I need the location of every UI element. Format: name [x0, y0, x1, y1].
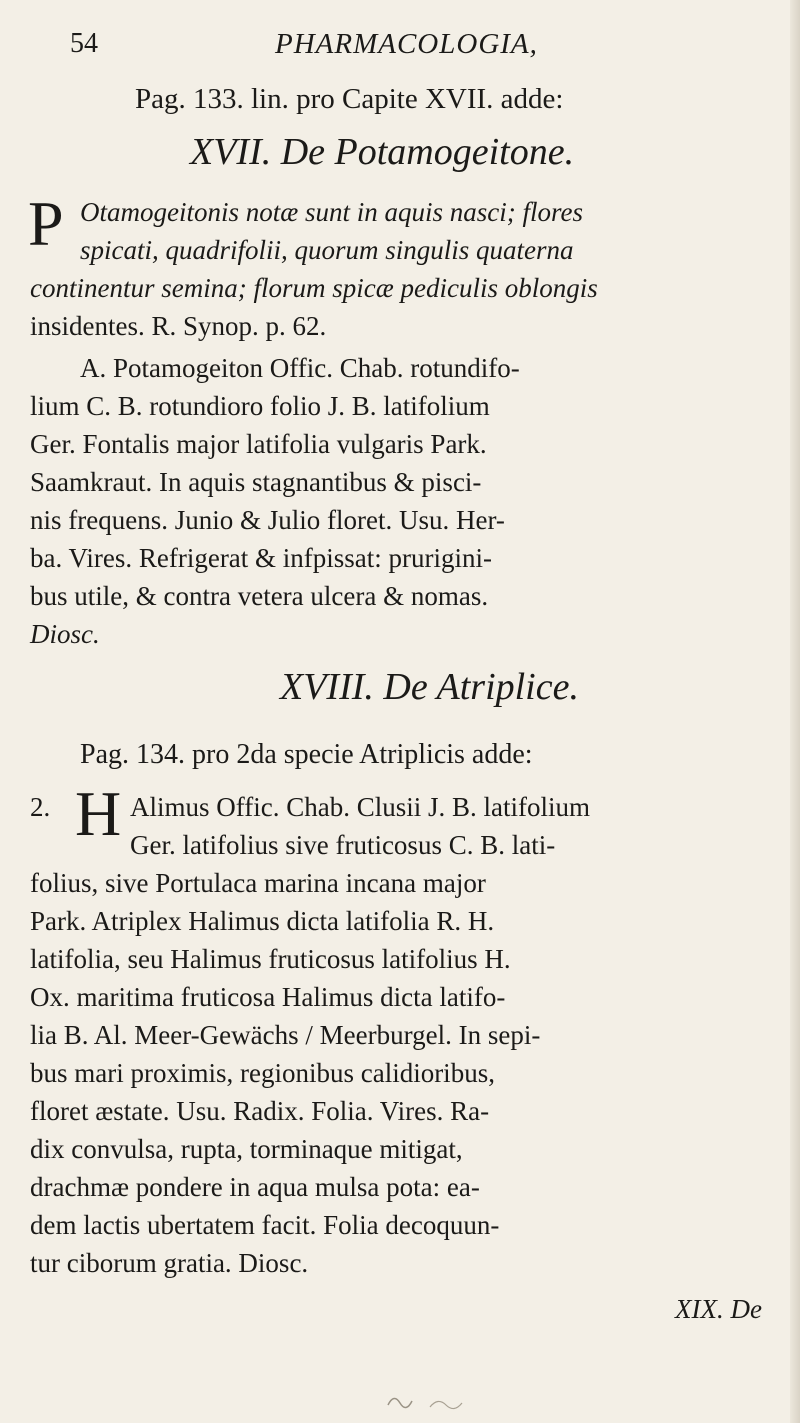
section-18-title: XVIII. De Atriplice. — [280, 666, 579, 708]
text-line: folius, sive Portulaca marina incana major — [30, 868, 486, 898]
running-title: PHARMACOLOGIA, — [275, 28, 538, 60]
intro-line: Pag. 133. lin. pro Capite XVII. adde: — [135, 83, 564, 115]
text-line: nis frequens. Junio & Julio floret. Usu. Her- — [30, 505, 505, 535]
text-line: ba. Vires. Refrigerat & infpissat: prurigini- — [30, 543, 493, 573]
text-line: Park. Atriplex Halimus dicta latifolia R. H. — [30, 906, 495, 936]
page-edge — [790, 0, 800, 1423]
text-line: A. Potamogeiton Offic. Chab. rotundifo- — [80, 353, 520, 383]
text-line: lia B. Al. Meer-Gewächs / Meerburgel. In sepi- — [30, 1020, 541, 1050]
page-header — [70, 22, 760, 70]
section-17-title: XVII. De Potamogeitone. — [190, 131, 575, 173]
text-line: latifolia, seu Halimus fruticosus latifolius H. — [30, 944, 511, 974]
text-line: dem lactis ubertatem facit. Folia decoquun- — [30, 1210, 500, 1240]
text-line: bus mari proximis, regionibus calidioribus, — [30, 1058, 495, 1088]
text-line: insidentes. R. Synop. p. 62. — [30, 311, 327, 341]
text-line: spicati, quadrifolii, quorum singulis quaterna — [80, 235, 574, 265]
text-line: dix convulsa, rupta, torminaque mitigat, — [30, 1134, 463, 1164]
text-line: continentur semina; florum spicæ pediculis oblongis — [30, 273, 598, 303]
text-line: floret æstate. Usu. Radix. Folia. Vires. Ra- — [30, 1096, 490, 1126]
catchword: XIX. De — [675, 1294, 762, 1324]
text-line: drachmæ pondere in aqua mulsa pota: ea- — [30, 1172, 480, 1202]
ink-smudge — [380, 1385, 470, 1415]
text-line: Ger. Fontalis major latifolia vulgaris Park. — [30, 429, 487, 459]
item-number: 2. — [30, 792, 51, 822]
text-line: Ger. latifolius sive fruticosus C. B. lati- — [130, 830, 556, 860]
text-line: Otamogeitonis notæ sunt in aquis nasci; flores — [80, 197, 584, 227]
text-line: tur ciborum gratia. Diosc. — [30, 1248, 309, 1278]
dropcap-p: P — [28, 188, 64, 259]
text-line: bus utile, & contra vetera ulcera & nomas. — [30, 581, 489, 611]
section-18-intro: Pag. 134. pro 2da specie Atriplicis adde: — [80, 739, 533, 770]
dropcap-h: H — [75, 778, 122, 849]
text-line: lium C. B. rotundioro folio J. B. latifolium — [30, 391, 490, 421]
text-line: Saamkraut. In aquis stagnantibus & pisci- — [30, 467, 482, 497]
page-number: 54 — [70, 28, 98, 59]
text-line: Ox. maritima fruticosa Halimus dicta latifo- — [30, 982, 506, 1012]
text-line: Alimus Offic. Chab. Clusii J. B. latifolium — [130, 792, 591, 822]
text-line: Diosc. — [30, 619, 100, 649]
